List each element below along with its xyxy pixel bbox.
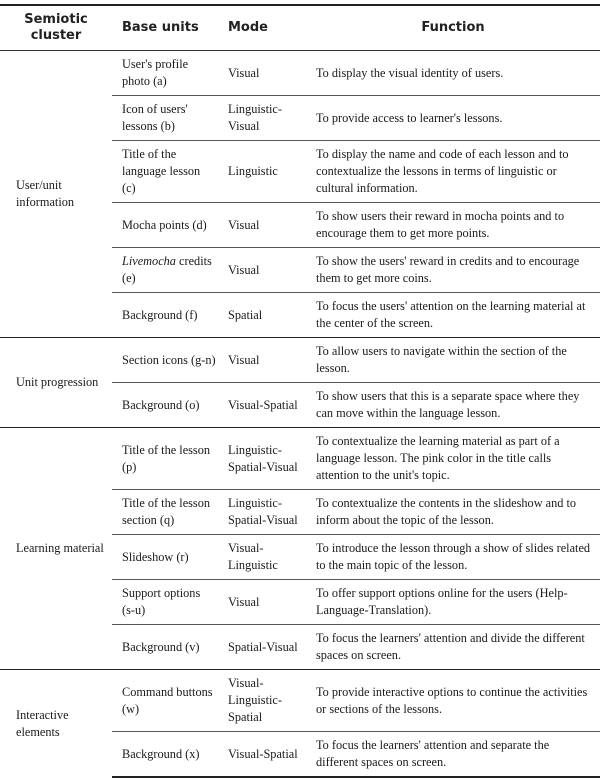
function-cell: To display the name and code of each lesson and to contextualize the lessons in terms of linguistic or cultural information. bbox=[306, 141, 600, 203]
function-cell: To provide interactive options to continue the activities or sections of the lessons. bbox=[306, 670, 600, 732]
function-cell: To show users their reward in mocha points and to encourage them to get more points. bbox=[306, 203, 600, 248]
function-cell: To contextualize the contents in the slideshow and to inform about the topic of the lesson. bbox=[306, 490, 600, 535]
mode-cell: Spatial-Visual bbox=[220, 625, 306, 670]
base-unit-cell: Background (f) bbox=[112, 293, 220, 338]
function-cell: To show users that this is a separate space where they can move within the language lesson. bbox=[306, 383, 600, 428]
mode-cell: Visual bbox=[220, 51, 306, 96]
header-row bbox=[0, 5, 600, 51]
base-unit-cell: Section icons (g-n) bbox=[112, 338, 220, 383]
table-row bbox=[0, 670, 600, 732]
table-row bbox=[0, 428, 600, 490]
function-cell: To offer support options online for the users (Help-Language-Translation). bbox=[306, 580, 600, 625]
function-cell: To show the users' reward in credits and to encourage them to get more coins. bbox=[306, 248, 600, 293]
table-row bbox=[0, 51, 600, 96]
mode-cell: Visual-Spatial bbox=[220, 383, 306, 428]
mode-cell: Visual bbox=[220, 203, 306, 248]
semiotic-cluster-cell: User/unit information bbox=[0, 51, 112, 338]
base-unit-cell: Command buttons (w) bbox=[112, 670, 220, 732]
base-unit-cell: Title of the lesson section (q) bbox=[112, 490, 220, 535]
base-unit-cell: Title of the language lesson (c) bbox=[112, 141, 220, 203]
base-unit-cell: Background (o) bbox=[112, 383, 220, 428]
semiotic-table bbox=[0, 4, 600, 778]
mode-cell: Linguistic bbox=[220, 141, 306, 203]
base-unit-cell: Mocha points (d) bbox=[112, 203, 220, 248]
header-mode: Mode bbox=[220, 5, 306, 51]
function-cell: To contextualize the learning material as part of a language lesson. The pink color in the title calls attention to the unit's topic. bbox=[306, 428, 600, 490]
header-function: Function bbox=[306, 5, 600, 51]
mode-cell: Visual-Linguistic bbox=[220, 535, 306, 580]
mode-cell: Visual-Spatial bbox=[220, 732, 306, 778]
mode-cell: Linguistic-Spatial-Visual bbox=[220, 490, 306, 535]
mode-cell: Visual bbox=[220, 338, 306, 383]
base-unit-cell: Icon of users' lessons (b) bbox=[112, 96, 220, 141]
header-semiotic-cluster: Semiotic cluster bbox=[0, 5, 112, 51]
base-unit-text: credits (e) bbox=[122, 254, 212, 285]
function-cell: To focus the users' attention on the learning material at the center of the screen. bbox=[306, 293, 600, 338]
function-cell: To provide access to learner's lessons. bbox=[306, 96, 600, 141]
mode-cell: Visual bbox=[220, 580, 306, 625]
function-cell: To display the visual identity of users. bbox=[306, 51, 600, 96]
function-cell: To introduce the lesson through a show of slides related to the main topic of the lesson. bbox=[306, 535, 600, 580]
function-cell: To focus the learners' attention and divide the different spaces on screen. bbox=[306, 625, 600, 670]
table-row bbox=[0, 338, 600, 383]
base-unit-cell: Slideshow (r) bbox=[112, 535, 220, 580]
function-cell: To focus the learners' attention and separate the different spaces on screen. bbox=[306, 732, 600, 778]
function-cell: To allow users to navigate within the section of the lesson. bbox=[306, 338, 600, 383]
base-unit-italic: Livemocha bbox=[122, 254, 176, 268]
base-unit-cell: Title of the lesson (p) bbox=[112, 428, 220, 490]
base-unit-cell: Background (v) bbox=[112, 625, 220, 670]
base-unit-cell: Support options (s-u) bbox=[112, 580, 220, 625]
base-unit-cell: Background (x) bbox=[112, 732, 220, 778]
header-base-units: Base units bbox=[112, 5, 220, 51]
semiotic-cluster-cell: Unit progression bbox=[0, 338, 112, 428]
semiotic-cluster-cell: Learning material bbox=[0, 428, 112, 670]
mode-cell: Visual bbox=[220, 248, 306, 293]
mode-cell: Spatial bbox=[220, 293, 306, 338]
mode-cell: Visual-Linguistic-Spatial bbox=[220, 670, 306, 732]
mode-cell: Linguistic-Visual bbox=[220, 96, 306, 141]
table-body bbox=[0, 51, 600, 778]
mode-cell: Linguistic-Spatial-Visual bbox=[220, 428, 306, 490]
base-unit-cell bbox=[112, 248, 220, 293]
base-unit-cell: User's profile photo (a) bbox=[112, 51, 220, 96]
semiotic-cluster-cell: Interactive elements bbox=[0, 670, 112, 778]
